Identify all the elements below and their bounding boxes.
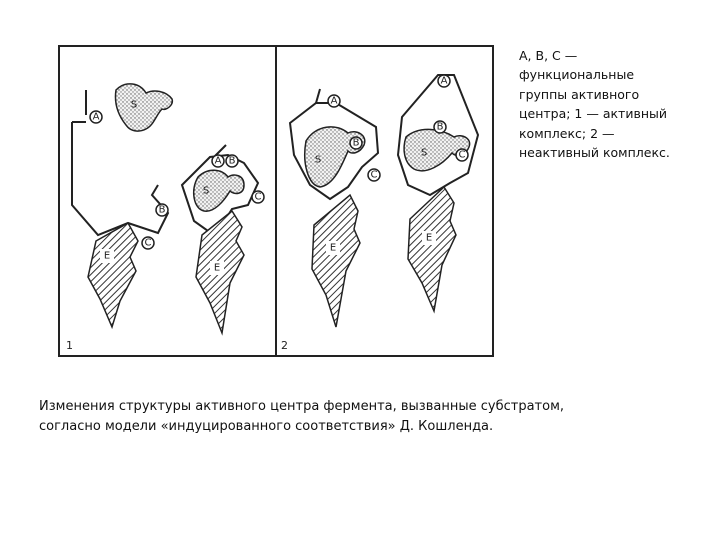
enzyme-diagram xyxy=(58,45,494,357)
substrate-label-bound: S xyxy=(202,185,210,197)
caption-line: согласно модели «индуцированного соответствия» Д. Кошленда. xyxy=(39,419,494,434)
group-b-label-bound: B xyxy=(228,155,236,167)
panel-1-label: 1 xyxy=(66,339,73,352)
group-c-label: C xyxy=(144,237,152,249)
enzyme-label-2b: E xyxy=(425,232,433,244)
legend-text xyxy=(519,46,709,162)
enzyme-label-open: E xyxy=(103,250,111,262)
group-c-label-2b: C xyxy=(458,149,466,161)
legend-line: функциональные xyxy=(519,67,635,83)
substrate-label-2a: S xyxy=(314,154,322,166)
group-a-label-2b: A xyxy=(440,75,448,87)
caption-line: Изменения структуры активного центра фермента, вызванные субстратом, xyxy=(39,399,565,414)
figure-caption xyxy=(39,397,699,437)
legend-line: группы активного xyxy=(519,86,640,102)
group-b-label-2b: B xyxy=(436,121,444,133)
panel-2-label: 2 xyxy=(281,339,288,352)
legend-line: А, В, С — xyxy=(519,48,578,63)
group-b-label: B xyxy=(158,204,166,216)
legend-line: центра; 1 — активный xyxy=(519,106,667,122)
legend-line: комплекс; 2 — xyxy=(519,125,615,141)
group-c-label-2a: C xyxy=(370,169,378,181)
group-a-label: A xyxy=(92,111,100,123)
group-a-label-2a: A xyxy=(330,95,338,107)
group-a-label-bound: A xyxy=(214,155,222,167)
group-c-label-bound: C xyxy=(254,191,262,203)
substrate-label-free: S xyxy=(130,99,138,111)
group-b-label-2a: B xyxy=(352,137,360,149)
enzyme-label-2a: E xyxy=(329,242,337,254)
substrate-label-2b: S xyxy=(420,147,428,159)
enzyme-label-bound: E xyxy=(213,262,221,274)
legend-line: неактивный комплекс. xyxy=(519,145,670,161)
